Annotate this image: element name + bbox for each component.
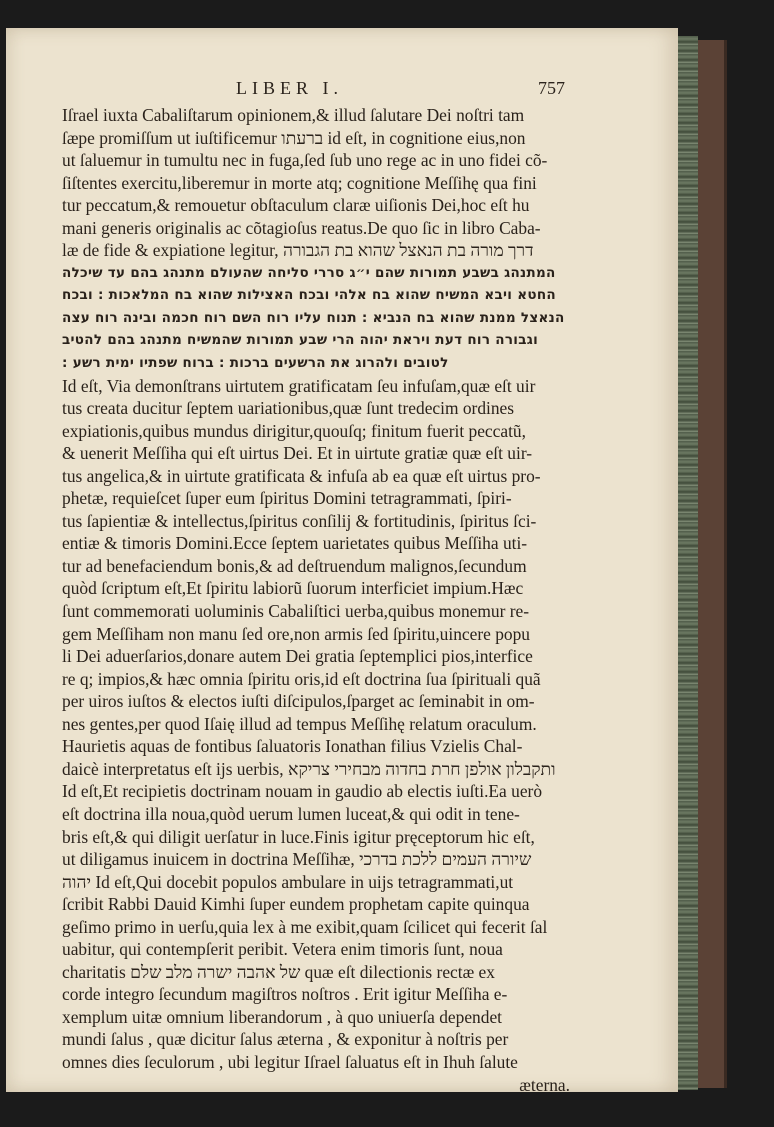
hebrew-line: החטא ויבא המשיח שהוא בח אלהי ובכח האצילות שהוא בח המלאכות : ובכח — [62, 287, 556, 304]
text-line: gem Meſſiham non manu ſed ore,non armis ſed ſpiritu,uincere popu — [62, 623, 530, 644]
text-line: יהוה Id eſt,Qui docebit populos ambulare in uijs tetragrammati,ut — [62, 871, 514, 892]
text-line: li Dei aduerſarios,donare autem Dei gratia ſeptemplici pios,interfice — [62, 646, 533, 667]
text-line: læ de fide & expiatione legitur, דרך מורה בת הנאצל שהוא בת הגבורה — [62, 240, 534, 261]
text-line: tur peccatum,& remouetur obſtaculum claræ uiſionis Dei,hoc eſt hu — [62, 195, 530, 216]
text-line: Iſrael iuxta Cabaliſtarum opinionem,& illud ſalutare Dei noſtri tam — [62, 105, 525, 125]
text-line: ut ſaluemur in tumultu nec in fuga,ſed ſub uno rege ac in uno fidei cõ- — [62, 150, 548, 171]
text-line: tus creata ducitur ſeptem uariationibus,quæ ſunt tredecim ordines — [62, 398, 515, 419]
text-line: geſimo primo in uerſu,quia lex à me exibit,quam ſcilicet qui fecerit ſal — [62, 916, 548, 937]
text-line: re q; impios,& hæc omnia ſpiritu oris,id eſt doctrina ſua ſpirituali quã — [62, 668, 541, 689]
text-line: tus ſapientiæ & intellectus,ſpiritus conſilij & fortitudinis, ſpiritus ſci- — [62, 510, 537, 531]
text-line: Id eſt, Via demonſtrans uirtutem gratificatam ſeu infuſam,quæ eſt uir — [62, 375, 536, 396]
text-line: ſcribit Rabbi Dauid Kimhi ſuper eundem prophetam capite quinqua — [62, 894, 530, 915]
hebrew-line: הנאצל ממנת שהוא בח הנביא : תנוח עליו רוח השם רוח חכמה ובינה רוח עצה — [62, 309, 565, 326]
text-line: eſt doctrina illa noua,quòd uerum lumen luceat,& qui odit in tene- — [62, 803, 520, 824]
text-line: ſiſtentes exercitu,liberemur in morte atq; cognitione Meſſihę qua fini — [62, 172, 537, 193]
text-line: expiationis,quibus mundus dirigitur,quouſq; finitum fuerit peccatũ, — [62, 420, 526, 441]
text-line: nes gentes,per quod Iſaię illud ad tempus Meſſihę relatum oraculum. — [62, 713, 537, 734]
text-line: Id eſt,Et recipietis doctrinam nouam in gaudio ab electis iuſti.Ea uerò — [62, 781, 543, 802]
text-line: ſunt commemorati uoluminis Cabaliſtici uerba,quibus monemur re- — [62, 601, 530, 622]
page-header — [6, 78, 678, 104]
text-line: per uiros iuſtos & electos iuſti diſcipulos,ſparget ac ſeminabit in om- — [62, 691, 535, 712]
text-line: & uenerit Meſſiha qui eſt uirtus Dei. Et in uirtute gratiæ quæ eſt uir- — [62, 443, 533, 464]
hebrew-line: וגבורה רוח דעת ויראת יהוה הרי שבע תמורות שהמשיח מתנהג בהם להטיב — [62, 332, 539, 349]
text-line: bris eſt,& qui diligit uerſatur in luce.Finis igitur pręceptorum hic eſt, — [62, 826, 535, 847]
text-line: ut diligamus inuicem in doctrina Meſſihæ, שיורה העמים ללכת בדרכי — [62, 849, 532, 870]
text-line: Haurietis aquas de fontibus ſaluatoris Ionathan filius Vzielis Chal- — [62, 736, 523, 757]
hebrew-line: לטובים ולהרוג את הרשעים ברכות : ברוח שפתיו ימית רשע : — [62, 355, 449, 372]
text-line-final: æterna. — [519, 1074, 570, 1095]
text-line: tur ad benefaciendum bonis,& ad deſtruendum malignos,ſecundum — [62, 555, 527, 576]
text-line: tus angelica,& in uirtute gratificata & infuſa ab ea quæ eſt uirtus pro- — [62, 465, 541, 486]
text-line: charitatis של אהבה ישרה מלב שלם quæ eſt dilectionis rectæ ex — [62, 961, 495, 982]
text-line: omnes dies ſeculorum , ubi legitur Iſrael ſaluatus eſt in Ihuh ſalute — [62, 1051, 518, 1072]
text-line: mundi ſalus , quæ dicitur ſalus æterna , & exponitur à noſtris per — [62, 1029, 509, 1050]
text-line: xemplum uitæ omnium liberandorum , à quo uniuerſa dependet — [62, 1006, 502, 1027]
text-line: ſæpe promiſſum ut iuſtificemur ברעתו id eſt, in cognitione eius,non — [62, 127, 526, 148]
book-cover-edge — [698, 40, 727, 1088]
body-text — [62, 104, 574, 1096]
text-line: phetæ, requieſcet ſuper eum ſpiritus Domini tetragrammati, ſpiri- — [62, 488, 512, 509]
text-line: uabitur, qui contempſerit peribit. Vetera enim timoris ſunt, noua — [62, 939, 503, 960]
text-line: daicè interpretatus eſt ijs uerbis, ותקבלון אולפן חרת בחדוה מבחירי צריקא — [62, 758, 556, 779]
text-line: mani generis originalis ac cõtagioſus reatus.De quo ſic in libro Caba- — [62, 217, 541, 238]
text-line: corde integro ſecundum magiſtros noſtros . Erit igitur Meſſiha e- — [62, 984, 508, 1005]
text-line: quòd ſcriptum eſt,Et ſpiritu labiorũ ſuorum interficiet impium.Hæc — [62, 578, 524, 599]
text-line: entiæ & timoris Domini.Ecce ſeptem uarietates quibus Meſſiha uti- — [62, 533, 528, 554]
marbled-page-edges — [678, 36, 698, 1090]
hebrew-line: המתנהג בשבע תמורות שהם י״ג סררי סליחה שהעולם מתנהג בהם עד שיכלה — [62, 264, 556, 281]
book-page — [6, 28, 678, 1095]
running-title: LIBER I. — [236, 78, 343, 98]
page-number: 757 — [538, 78, 565, 98]
